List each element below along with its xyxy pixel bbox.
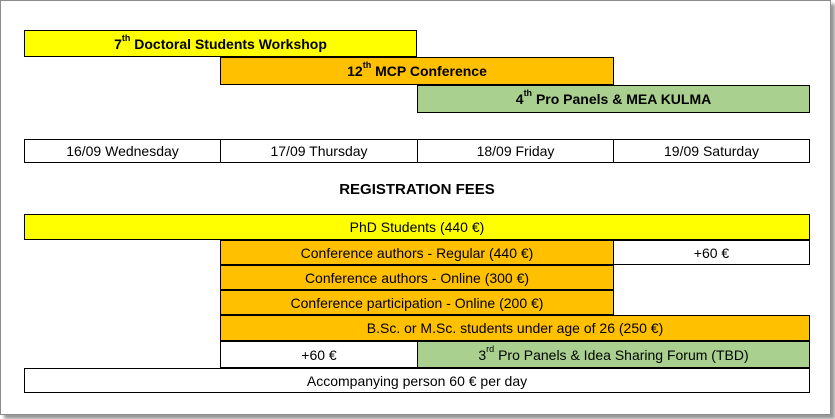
fee-phd-students: PhD Students (440 €) bbox=[24, 214, 810, 240]
day-cell-wednesday: 16/09 Wednesday bbox=[24, 139, 221, 163]
workshop-ordinal: 7th bbox=[114, 32, 131, 52]
forum-ordinal: 3rd bbox=[478, 343, 495, 363]
conference-bar bbox=[220, 57, 614, 85]
fee-participation-online: Conference participation - Online (200 €) bbox=[220, 290, 614, 315]
registration-fees-title: REGISTRATION FEES bbox=[339, 180, 495, 198]
day-cell-saturday: 19/09 Saturday bbox=[613, 139, 810, 163]
day-cell-thursday: 17/09 Thursday bbox=[220, 139, 418, 163]
fee-regular-extra: +60 € bbox=[613, 240, 810, 265]
fee-accompanying-person: Accompanying person 60 € per day bbox=[24, 368, 810, 393]
conference-ordinal: 12th bbox=[347, 60, 372, 79]
conference-label: MCP Conference bbox=[375, 63, 487, 79]
fee-conference-online: Conference authors - Online (300 €) bbox=[220, 265, 614, 290]
fee-conference-regular: Conference authors - Regular (440 €) bbox=[220, 240, 614, 265]
fee-idea-sharing-forum bbox=[417, 341, 810, 368]
fee-students-under-26: B.Sc. or M.Sc. students under age of 26 (250 €) bbox=[220, 315, 810, 341]
pro-panels-ordinal: 4th bbox=[515, 88, 533, 107]
day-cell-friday: 18/09 Friday bbox=[417, 139, 614, 163]
workshop-bar bbox=[24, 30, 417, 57]
pro-panels-label: Pro Panels & MEA KULMA bbox=[535, 91, 712, 107]
workshop-label: Doctoral Students Workshop bbox=[134, 35, 327, 52]
fee-thursday-extra: +60 € bbox=[220, 341, 418, 368]
forum-label: Pro Panels & Idea Sharing Forum (TBD) bbox=[498, 346, 749, 363]
pro-panels-bar bbox=[417, 85, 810, 113]
